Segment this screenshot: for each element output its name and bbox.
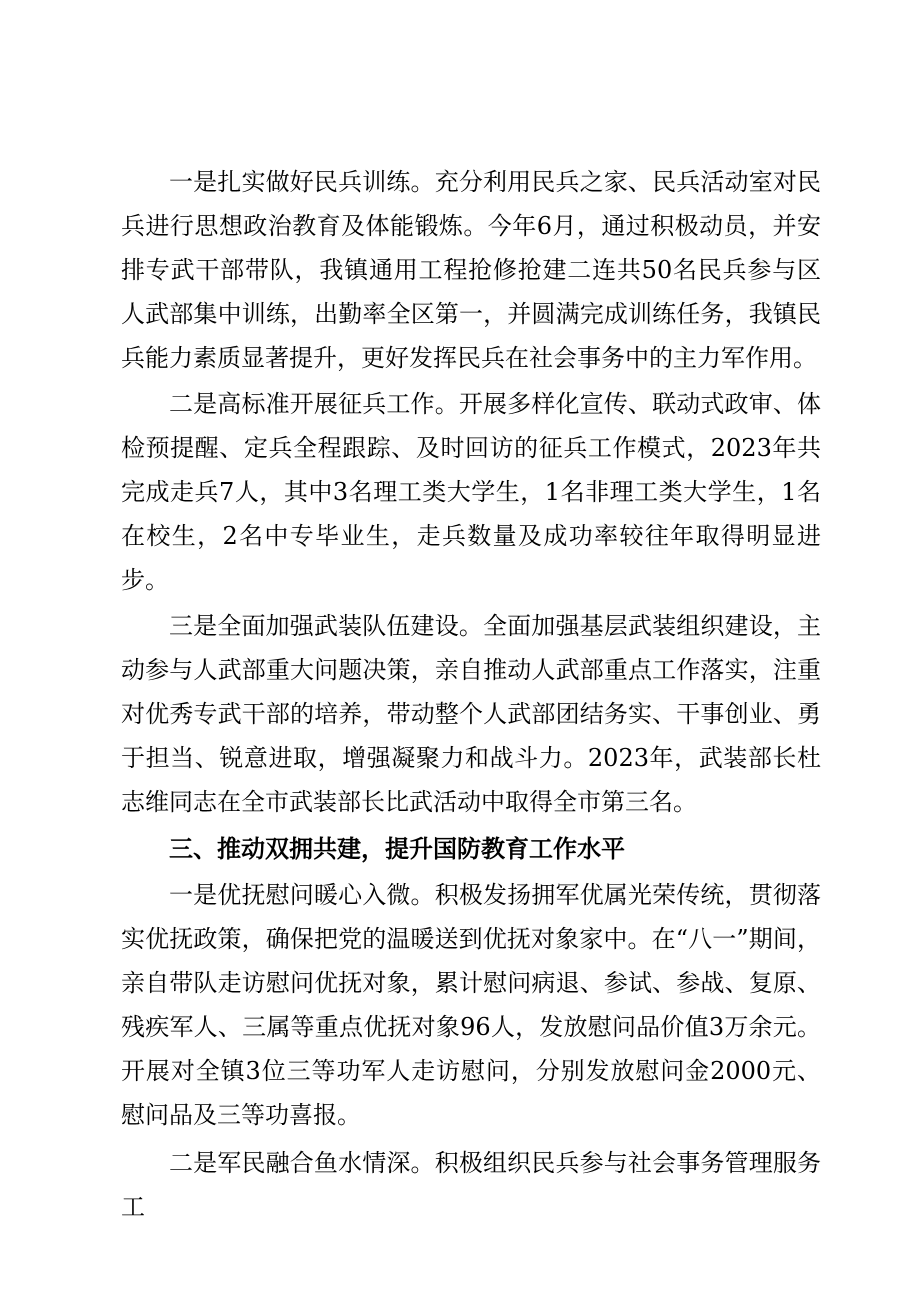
paragraph-veteran-care: 一是优抚慰问暖心入微。积极发扬拥军优属光荣传统，贯彻落实优抚政策，确保把党的温暖送到优抚对象家中。在“八一”期间，亲自带队走访慰问优抚对象，累计慰问病退、参试、参战、复原、残疾军人、三属等重点优抚对象96人，发放慰问品价值3万余元。开展对全镇3位三等功军人走访慰问，分别发放慰问金2000元、慰问品及三等功喜报。	[121, 881, 821, 1129]
section-heading: 三、推动双拥共建，提升国防教育工作水平	[169, 835, 625, 863]
paragraph-civil-military: 二是军民融合鱼水情深。积极组织民兵参与社会事务管理服务工	[121, 1149, 821, 1221]
paragraph-armed-forces-building: 三是全面加强武装队伍建设。全面加强基层武装组织建设，主动参与人武部重大问题决策，亲自推动人武部重点工作落实，注重对优秀专武干部的培养，带动整个人武部团结务实、干事创业、勇于担当、锐意进取，增强凝聚力和战斗力。2023年，武装部长杜志维同志在全市武装部长比武活动中取得全市第三名。	[121, 612, 821, 816]
document-body	[121, 160, 821, 1229]
paragraph-militia-training: 一是扎实做好民兵训练。充分利用民兵之家、民兵活动室对民兵进行思想政治教育及体能锻炼。今年6月，通过积极动员，并安排专武干部带队，我镇通用工程抢修抢建二连共50名民兵参与区人武部集中训练，出勤率全区第一，并圆满完成训练任务，我镇民兵能力素质显著提升，更好发挥民兵在社会事务中的主力军作用。	[121, 168, 821, 372]
paragraph-conscription: 二是高标准开展征兵工作。开展多样化宣传、联动式政审、体检预提醒、定兵全程跟踪、及时回访的征兵工作模式，2023年共完成走兵7人，其中3名理工类大学生，1名非理工类大学生，1名在校生，2名中专毕业生，走兵数量及成功率较往年取得明显进步。	[121, 390, 821, 594]
